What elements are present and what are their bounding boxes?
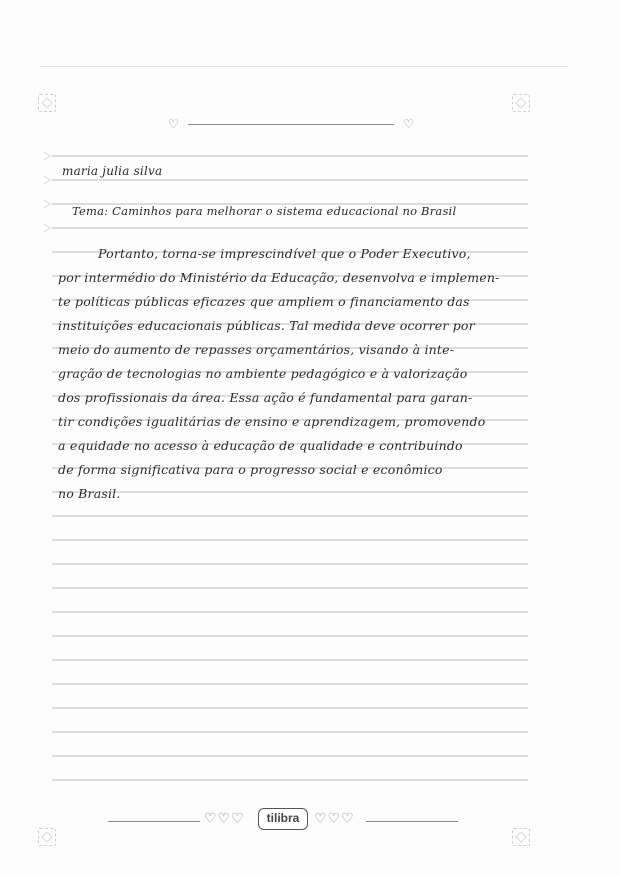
essay-line: por intermédio do Ministério da Educação, desenvolva e implemen- bbox=[58, 270, 500, 285]
hearts-icon: ♡♡♡ bbox=[204, 811, 245, 827]
essay-line: gração de tecnologias no ambiente pedagógico e à valorização bbox=[58, 366, 468, 381]
essay-line: tir condições igualitárias de ensino e aprendizagem, promovendo bbox=[58, 414, 486, 429]
essay-line: dos profissionais da área. Essa ação é fundamental para garan- bbox=[58, 390, 473, 405]
author-name: maria julia silva bbox=[62, 164, 163, 178]
hearts-icon: ♡♡♡ bbox=[314, 811, 355, 827]
heart-icon: ♡ bbox=[403, 117, 414, 131]
essay-line: meio do aumento de repasses orçamentários, visando à inte- bbox=[58, 342, 455, 357]
essay-theme: Tema: Caminhos para melhorar o sistema educacional no Brasil bbox=[72, 204, 457, 218]
heart-icon: ♡ bbox=[168, 117, 179, 131]
essay-line: a equidade no acesso à educação de qualidade e contribuindo bbox=[58, 438, 463, 453]
essay-line: te políticas públicas eficazes que ampliem o financiamento das bbox=[58, 294, 470, 309]
essay-line: instituições educacionais públicas. Tal medida deve ocorrer por bbox=[58, 318, 475, 333]
brand-logo: tilibra bbox=[258, 808, 308, 830]
essay-line: no Brasil. bbox=[58, 486, 121, 501]
footer-line bbox=[366, 821, 458, 822]
essay-line: Portanto, torna-se imprescindível que o Poder Executivo, bbox=[98, 246, 471, 261]
footer-line bbox=[108, 821, 200, 822]
notebook-footer bbox=[108, 808, 458, 832]
essay-line: de forma significativa para o progresso social e econômico bbox=[58, 462, 443, 477]
